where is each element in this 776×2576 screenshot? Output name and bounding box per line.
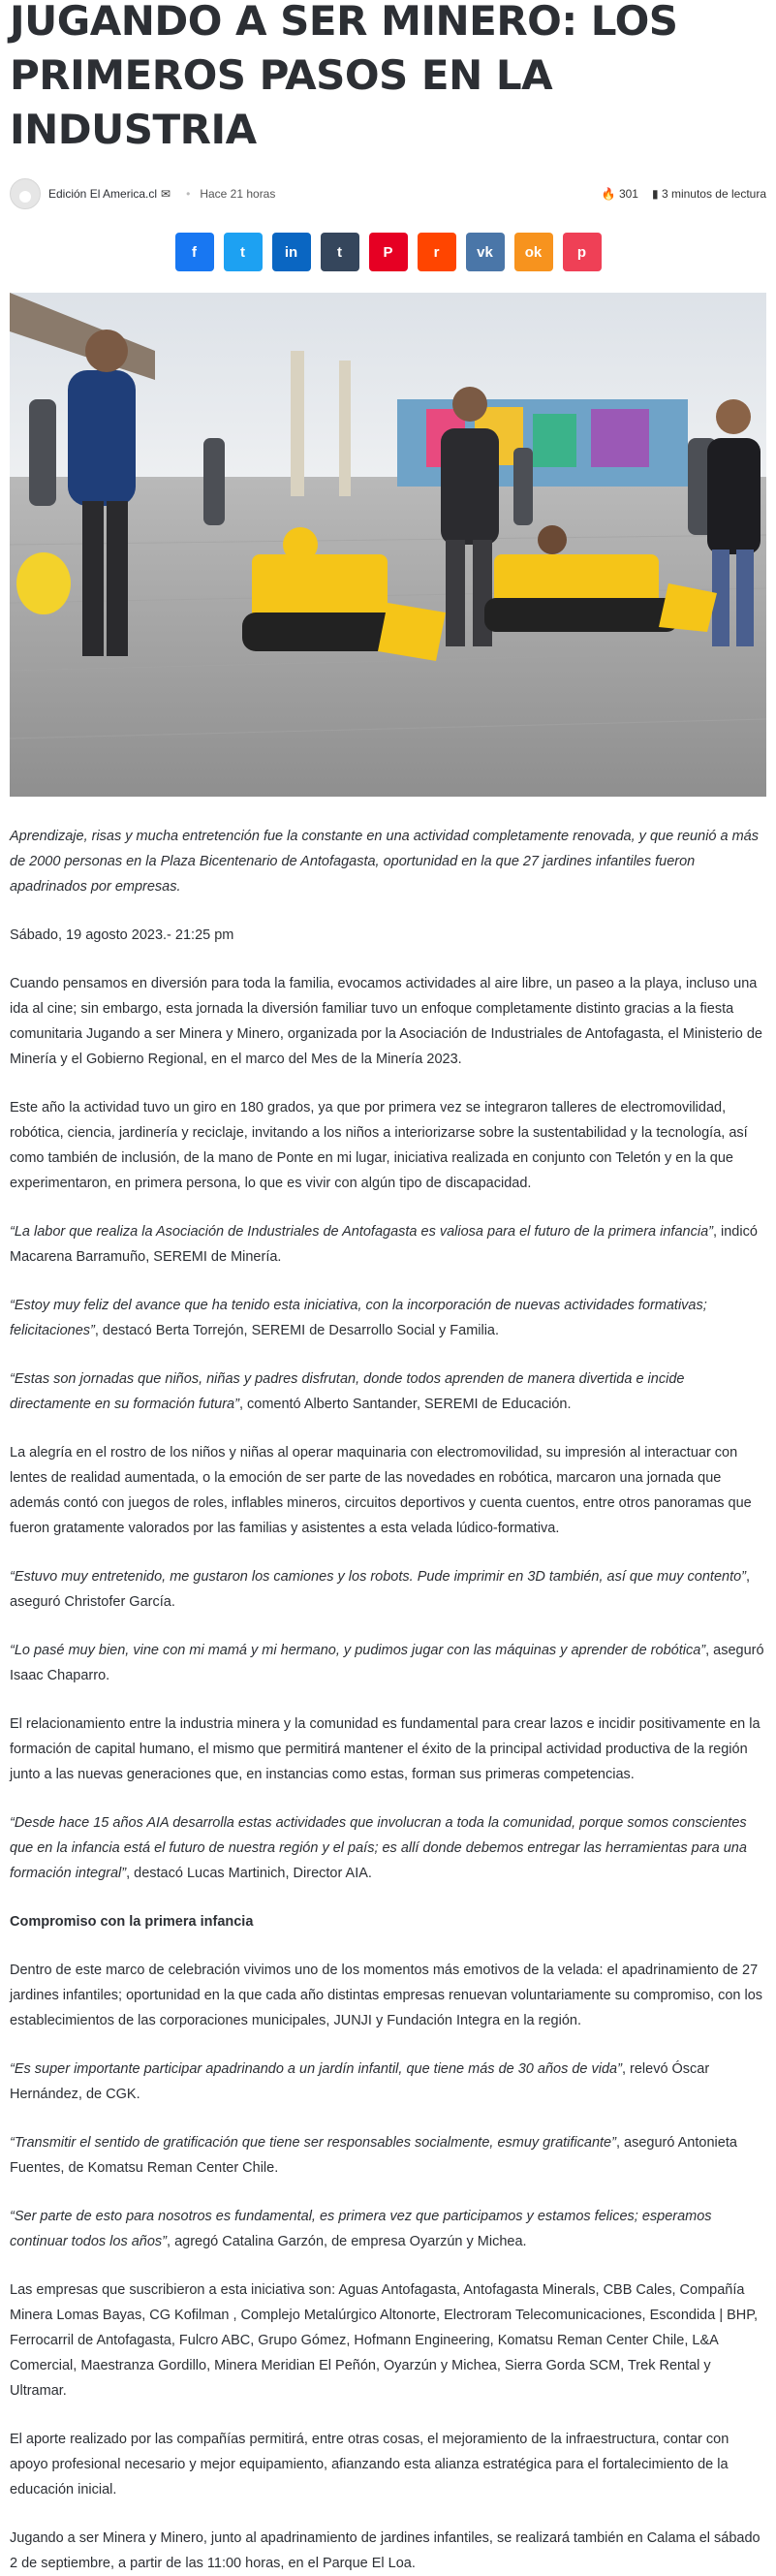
quote-paragraph: [10, 1293, 766, 1343]
author-avatar[interactable]: [10, 178, 41, 209]
twitter-share-button[interactable]: [224, 233, 263, 271]
tumblr-icon: t: [337, 243, 342, 261]
quote-paragraph: [10, 1810, 766, 1886]
pinterest-icon: P: [383, 243, 393, 261]
quote: “Estoy muy feliz del avance que ha tenido esta iniciativa, con la incorporación de nuevas actividades formativas; felicitaciones”: [10, 1298, 707, 1338]
quote-paragraph: [10, 2130, 766, 2181]
facebook-icon: f: [192, 243, 197, 261]
linkedin-share-button[interactable]: [272, 233, 311, 271]
paragraph: La alegría en el rostro de los niños y niñas al operar maquinaria con electromovilidad, su impresión al interactuar con lentes de realidad aumentada, o la emoción de ser parte de las novedades en robótica, marcaron una jornada que además contó con juegos de roles, inflables mineros, circuitos deportivos y cuenta cuentos, entre otros panoramas que fueron gratamente valorados por las familias y asistentes a esta velada lúdico-formativa.: [10, 1445, 752, 1536]
article-body: [10, 824, 766, 2576]
paragraph: Las empresas que suscribieron a esta iniciativa son: Aguas Antofagasta, Antofagasta Minerals, CBB Cales, Compañía Minera Lomas Bayas, CG Kofilman , Complejo Metalúrgico Altonorte, Electroram Telecomunicaciones, Escondida | BHP, Ferrocarril de Antofagasta, Fulcro ABC, Grupo Gómez, Hofmann Engineering, Komatsu Reman Center Chile, L&A Comercial, Maestranza Gordillo, Minera Meridian El Peñón, Oyarzún y Michea, Sierra Gorda SCM, Trek Rental y Ultramar.: [10, 2282, 759, 2399]
article-title: JUGANDO A SER MINERO: LOS PRIMEROS PASOS EN LA INDUSTRIA: [10, 0, 678, 153]
quote-paragraph: [10, 1367, 766, 1417]
quote-attribution: , destacó Berta Torrejón, SEREMI de Desarrollo Social y Familia.: [94, 1323, 500, 1338]
quote-attribution: , aseguró Isaac Chaparro.: [10, 1643, 764, 1683]
quote-paragraph: [10, 2204, 766, 2254]
reddit-share-button[interactable]: [418, 233, 456, 271]
quote: “Ser parte de esto para nosotros es fundamental, es primera vez que participamos y estamos felices; esperamos continuar todos los años”: [10, 2209, 712, 2249]
article-meta: [10, 176, 766, 211]
quote-attribution: , indicó Macarena Barramuño, SEREMI de Minería.: [10, 1224, 758, 1265]
bookmark-icon: ▮: [651, 187, 659, 201]
vk-share-button[interactable]: [466, 233, 505, 271]
quote-paragraph: [10, 1564, 766, 1615]
article-image: [10, 293, 766, 797]
odnoklassniki-share-button[interactable]: [514, 233, 553, 271]
vk-icon: vk: [477, 243, 493, 261]
facebook-share-button[interactable]: [175, 233, 214, 271]
paragraph: Este año la actividad tuvo un giro en 180 grados, ya que por primera vez se integraron talleres de electromovilidad, robótica, ciencia, jardinería y reciclaje, invitando a los niños a interiorizarse sobre la sustentabilidad y la tecnología, así como también de inclusión, de la mano de Ponte en mi lugar, iniciativa realizada en conjunto con Teletón y en la que experimentaron, en primera persona, lo que es vivir con algún tipo de discapacidad.: [10, 1100, 748, 1191]
pocket-share-button[interactable]: [563, 233, 602, 271]
pinterest-share-button[interactable]: [369, 233, 408, 271]
section-heading: Compromiso con la primera infancia: [10, 1914, 254, 1930]
quote: “Es super importante participar apadrinando a un jardín infantil, que tiene más de 30 años de vida”: [10, 2061, 622, 2077]
paragraph: Dentro de este marco de celebración vivimos uno de los momentos más emotivos de la velada: el apadrinamiento de 27 jardines infantiles; oportunidad en la que cada año distintas empresas renuevan voluntariamente su compromiso, con los establecimientos de las corporaciones municipales, JUNJI y Fundación Integra en la región.: [10, 1963, 763, 2028]
publish-time: Hace 21 horas: [200, 187, 276, 201]
quote: “Estas son jornadas que niños, niñas y padres disfrutan, donde todos aprenden de manera divertida e incide directamente en su formación futura”: [10, 1371, 685, 1412]
separator-dot: •: [186, 187, 191, 201]
author-name[interactable]: Edición El America.cl: [48, 187, 158, 201]
pocket-icon: p: [576, 243, 587, 261]
reddit-icon: r: [433, 243, 440, 261]
quote-attribution: , aseguró Antonieta Fuentes, de Komatsu Reman Center Chile.: [10, 2135, 737, 2176]
quote: “Lo pasé muy bien, vine con mi mamá y mi hermano, y pudimos jugar con las máquinas y aprender de robótica”: [10, 1643, 706, 1658]
quote: “Desde hace 15 años AIA desarrolla estas actividades que involucran a toda la comunidad, porque somos conscientes que en la infancia está el futuro de nuestra región y el país; es allí donde debemos entregar las herramientas para una formación integral”: [10, 1815, 747, 1881]
share-bar: [10, 233, 766, 271]
tumblr-share-button[interactable]: [321, 233, 359, 271]
quote-attribution: , agregó Catalina Garzón, de empresa Oyarzún y Michea.: [167, 2234, 527, 2249]
article-lead: Aprendizaje, risas y mucha entretención fue la constante en una actividad completamente renovada, y que reunió a más de 2000 personas en la Plaza Bicentenario de Antofagasta, oportunidad en la que 27 jardines infantiles fueron apadrinados por empresas.: [10, 829, 759, 895]
read-time: ▮ 3 minutos de lectura: [651, 187, 766, 201]
fire-icon: 🔥: [601, 187, 616, 201]
quote-attribution: , relevó Óscar Hernández, de CGK.: [10, 2061, 710, 2102]
paragraph: El relacionamiento entre la industria minera y la comunidad es fundamental para crear lazos e incidir positivamente en la formación de capital humano, el mismo que permitirá mantener el éxito de la principal actividad productiva de la región junto a las nuevas generaciones que, en instancias como estas, forman sus primeras competencias.: [10, 1716, 760, 1782]
odnoklassniki-icon: ok: [524, 243, 543, 261]
quote-paragraph: [10, 2057, 766, 2107]
linkedin-icon: in: [284, 243, 298, 261]
quote: “La labor que realiza la Asociación de Industriales de Antofagasta es valiosa para el futuro de la primera infancia”: [10, 1224, 713, 1240]
quote-attribution: , destacó Lucas Martinich, Director AIA.: [126, 1866, 372, 1881]
views-count: 🔥 301: [601, 187, 638, 201]
quote-attribution: , aseguró Christofer García.: [10, 1569, 751, 1610]
article-date: Sábado, 19 agosto 2023.- 21:25 pm: [10, 927, 234, 943]
quote-attribution: , comentó Alberto Santander, SEREMI de Educación.: [238, 1397, 572, 1412]
quote-paragraph: [10, 1219, 766, 1270]
quote: “Estuvo muy entretenido, me gustaron los camiones y los robots. Pude imprimir en 3D también, así que muy contento”: [10, 1569, 746, 1585]
twitter-icon: t: [240, 243, 245, 261]
paragraph: Jugando a ser Minera y Minero, junto al apadrinamiento de jardines infantiles, se realizará también en Calama el sábado 2 de septiembre, a partir de las 11:00 horas, en el Parque El Loa.: [10, 2530, 760, 2571]
quote-paragraph: [10, 1638, 766, 1688]
mail-icon[interactable]: ✉: [161, 187, 171, 201]
paragraph: El aporte realizado por las compañías permitirá, entre otras cosas, el mejoramiento de la infraestructura, contar con apoyo profesional necesario y mejor equipamiento, afianzando esta alianza estratégica para el fortalecimiento de la educación inicial.: [10, 2432, 729, 2497]
paragraph: Cuando pensamos en diversión para toda la familia, evocamos actividades al aire libre, un paseo a la playa, incluso una ida al cine; sin embargo, esta jornada la diversión familiar tuvo un enfoque completamente distinto gracias a la fiesta comunitaria Jugando a ser Minera y Minero, organizada por la Asociación de Industriales de Antofagasta, el Ministerio de Minería y el Gobierno Regional, en el marco del Mes de la Minería 2023.: [10, 976, 762, 1067]
quote: “Transmitir el sentido de gratificación que tiene ser responsables socialmente, esmuy gratificante”: [10, 2135, 616, 2151]
